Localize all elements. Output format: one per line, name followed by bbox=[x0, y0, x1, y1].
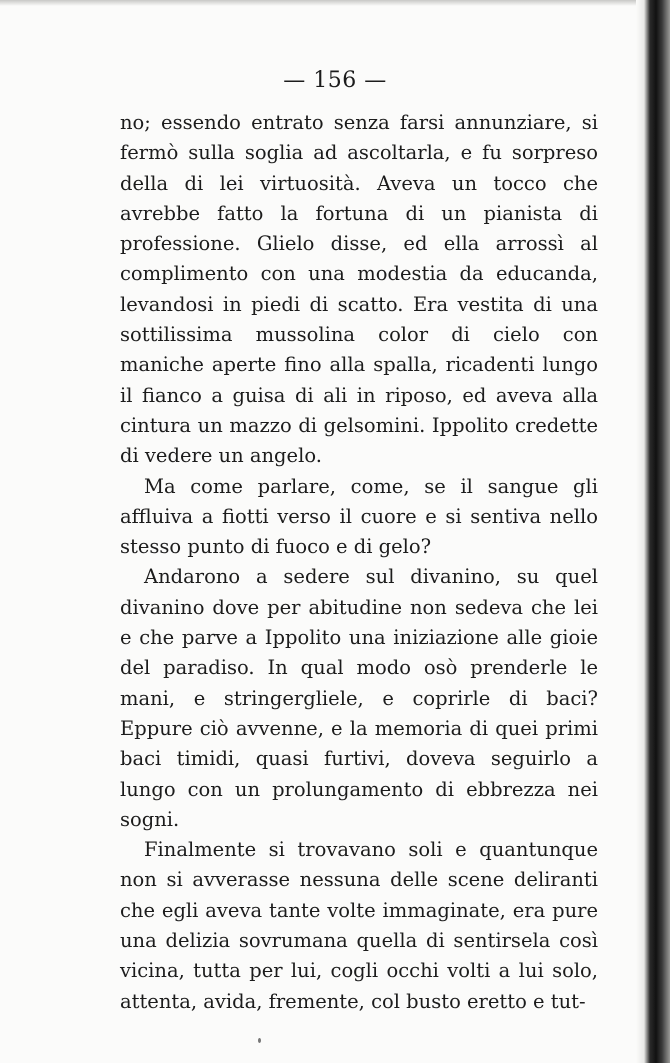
page-top-edge bbox=[0, 0, 670, 6]
paragraph-1: no; essendo entrato senza farsi annunziare, si fermò sulla soglia ad ascoltarla, e fu sorpreso della di lei virtuosità. Aveva un tocco che avrebbe fatto la fortuna di un pianista di professione. Glielo disse, ed ella arrossì al complimento con una modestia da educanda, levandosi in piedi di scatto. Era vestita di una sottilissima mussolina color di cielo con maniche aperte fino alla spalla, ricadenti lungo il fianco a guisa di ali in riposo, ed aveva alla cintura un mazzo di gelsomini. Ippolito credette di vedere un angelo. bbox=[120, 111, 598, 468]
paragraph-2: Ma come parlare, come, se il sangue gli affluiva a fiotti verso il cuore e si sentiva nello stesso punto di fuoco e di gelo? bbox=[120, 474, 598, 559]
paragraph-3: Andarono a sedere sul divanino, su quel divanino dove per abitudine non sedeva che lei e che parve a Ippolito una iniziazione alle gioie del paradiso. In qual modo osò prenderle le mani, e stringergliele, e coprirle di baci? Eppure ciò avvenne, e la memoria di quei primi baci timidi, quasi furtivi, doveva seguirlo a lungo con un prolungamento di ebbrezza nei sogni. bbox=[120, 565, 598, 831]
page-number: — 156 — bbox=[283, 68, 387, 93]
paragraph-4: Finalmente si trovavano soli e quantunque non si avverasse nessuna delle scene deliranti che egli aveva tante volte immaginate, era pure una delizia sovrumana quella di sentirsela così vicina, tutta per lui, cogli occhi volti a lui solo, attenta, avida, fremente, col busto eretto e tut- bbox=[120, 838, 598, 1013]
book-binding-edge bbox=[636, 0, 670, 1063]
body-text bbox=[120, 108, 598, 1017]
paper-speck bbox=[258, 1038, 261, 1043]
